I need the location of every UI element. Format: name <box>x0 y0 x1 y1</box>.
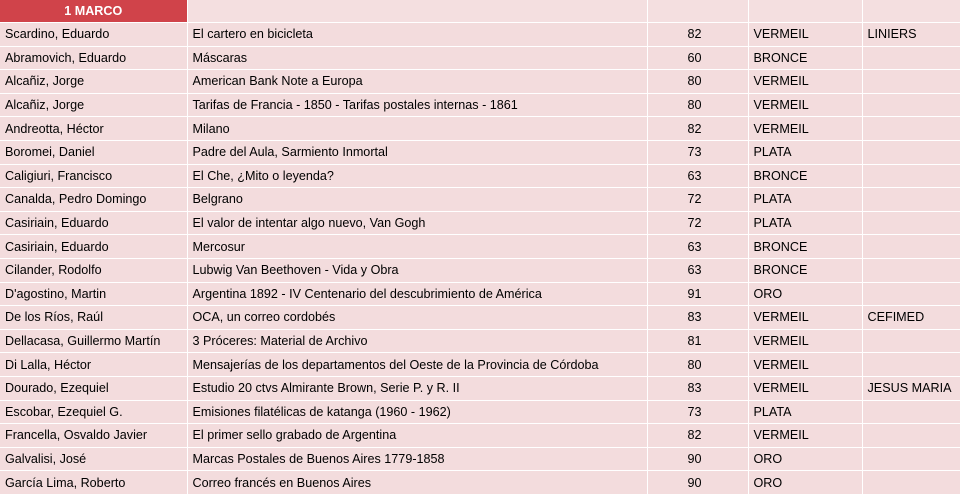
medal-cell[interactable]: BRONCE <box>748 235 862 259</box>
score-cell[interactable]: 82 <box>647 424 748 448</box>
medal-cell[interactable]: PLATA <box>748 211 862 235</box>
exhibit-title-cell[interactable]: El cartero en bicicleta <box>187 23 647 47</box>
note-cell[interactable] <box>862 117 960 141</box>
score-cell[interactable]: 90 <box>647 447 748 471</box>
note-cell[interactable] <box>862 329 960 353</box>
note-cell[interactable] <box>862 93 960 117</box>
note-cell[interactable] <box>862 471 960 495</box>
note-cell[interactable] <box>862 353 960 377</box>
score-cell[interactable]: 73 <box>647 140 748 164</box>
exhibitor-name-cell[interactable]: Scardino, Eduardo <box>0 23 187 47</box>
medal-cell[interactable]: VERMEIL <box>748 70 862 94</box>
exhibit-title-cell[interactable]: Emisiones filatélicas de katanga (1960 - 1962) <box>187 400 647 424</box>
exhibitor-name-cell[interactable]: Alcañiz, Jorge <box>0 70 187 94</box>
table-row <box>0 329 960 353</box>
table-row <box>0 376 960 400</box>
score-cell[interactable]: 82 <box>647 23 748 47</box>
exhibitor-name-cell[interactable]: Caligiuri, Francisco <box>0 164 187 188</box>
table-row <box>0 306 960 330</box>
score-cell[interactable]: 91 <box>647 282 748 306</box>
medal-cell[interactable]: VERMEIL <box>748 93 862 117</box>
score-cell[interactable]: 80 <box>647 70 748 94</box>
score-cell[interactable]: 63 <box>647 164 748 188</box>
header-row <box>0 0 960 23</box>
exhibitor-name-cell[interactable]: Francella, Osvaldo Javier <box>0 424 187 448</box>
score-cell[interactable]: 72 <box>647 188 748 212</box>
exhibit-title-cell[interactable]: Tarifas de Francia - 1850 - Tarifas postales internas - 1861 <box>187 93 647 117</box>
score-cell[interactable]: 82 <box>647 117 748 141</box>
exhibitor-name-cell[interactable]: García Lima, Roberto <box>0 471 187 495</box>
exhibitor-name-cell[interactable]: Alcañiz, Jorge <box>0 93 187 117</box>
header-cell[interactable] <box>748 0 862 23</box>
table-row <box>0 23 960 47</box>
exhibit-title-cell[interactable]: Belgrano <box>187 188 647 212</box>
exhibit-title-cell[interactable]: Lubwig Van Beethoven - Vida y Obra <box>187 258 647 282</box>
table-row <box>0 164 960 188</box>
exhibitor-name-cell[interactable]: Cilander, Rodolfo <box>0 258 187 282</box>
note-cell[interactable] <box>862 164 960 188</box>
exhibit-title-cell[interactable]: El valor de intentar algo nuevo, Van Gogh <box>187 211 647 235</box>
score-cell[interactable]: 90 <box>647 471 748 495</box>
table-row <box>0 70 960 94</box>
score-cell[interactable]: 72 <box>647 211 748 235</box>
medal-cell[interactable]: ORO <box>748 471 862 495</box>
score-cell[interactable]: 63 <box>647 258 748 282</box>
exhibitor-name-cell[interactable]: Abramovich, Eduardo <box>0 46 187 70</box>
exhibit-title-cell[interactable]: Marcas Postales de Buenos Aires 1779-1858 <box>187 447 647 471</box>
exhibit-title-cell[interactable]: Mensajerías de los departamentos del Oeste de la Provincia de Córdoba <box>187 353 647 377</box>
medal-cell[interactable]: ORO <box>748 447 862 471</box>
section-title[interactable]: 1 MARCO <box>0 0 187 23</box>
exhibitor-name-cell[interactable]: Galvalisi, José <box>0 447 187 471</box>
exhibitor-name-cell[interactable]: Boromei, Daniel <box>0 140 187 164</box>
exhibit-title-cell[interactable]: Estudio 20 ctvs Almirante Brown, Serie P. y R. II <box>187 376 647 400</box>
medal-cell[interactable]: BRONCE <box>748 46 862 70</box>
exhibitor-name-cell[interactable]: Dellacasa, Guillermo Martín <box>0 329 187 353</box>
note-cell[interactable] <box>862 282 960 306</box>
table-row <box>0 258 960 282</box>
note-cell[interactable] <box>862 46 960 70</box>
medal-cell[interactable]: VERMEIL <box>748 376 862 400</box>
exhibit-title-cell[interactable]: 3 Próceres: Material de Archivo <box>187 329 647 353</box>
table-row <box>0 400 960 424</box>
exhibitor-name-cell[interactable]: D'agostino, Martin <box>0 282 187 306</box>
note-cell[interactable] <box>862 140 960 164</box>
medal-cell[interactable]: PLATA <box>748 188 862 212</box>
exhibitor-name-cell[interactable]: Casiriain, Eduardo <box>0 235 187 259</box>
note-cell[interactable] <box>862 70 960 94</box>
table-row <box>0 235 960 259</box>
exhibitor-name-cell[interactable]: De los Ríos, Raúl <box>0 306 187 330</box>
table-row <box>0 424 960 448</box>
score-cell[interactable]: 80 <box>647 93 748 117</box>
exhibitor-name-cell[interactable]: Casiriain, Eduardo <box>0 211 187 235</box>
note-cell[interactable] <box>862 235 960 259</box>
table-row <box>0 282 960 306</box>
header-cell[interactable] <box>187 0 647 23</box>
score-cell[interactable]: 81 <box>647 329 748 353</box>
exhibit-title-cell[interactable]: El Che, ¿Mito o leyenda? <box>187 164 647 188</box>
medal-cell[interactable]: VERMEIL <box>748 329 862 353</box>
exhibitor-name-cell[interactable]: Escobar, Ezequiel G. <box>0 400 187 424</box>
table-row <box>0 117 960 141</box>
exhibitor-name-cell[interactable]: Dourado, Ezequiel <box>0 376 187 400</box>
score-cell[interactable]: 60 <box>647 46 748 70</box>
score-cell[interactable]: 73 <box>647 400 748 424</box>
medal-cell[interactable]: VERMEIL <box>748 23 862 47</box>
table-row <box>0 188 960 212</box>
medal-cell[interactable]: ORO <box>748 282 862 306</box>
medal-cell[interactable]: VERMEIL <box>748 424 862 448</box>
exhibit-title-cell[interactable]: American Bank Note a Europa <box>187 70 647 94</box>
header-cell[interactable] <box>647 0 748 23</box>
note-cell[interactable]: JESUS MARIA <box>862 376 960 400</box>
exhibit-title-cell[interactable]: Milano <box>187 117 647 141</box>
exhibitor-name-cell[interactable]: Canalda, Pedro Domingo <box>0 188 187 212</box>
note-cell[interactable] <box>862 447 960 471</box>
exhibit-title-cell[interactable]: Máscaras <box>187 46 647 70</box>
medal-cell[interactable]: PLATA <box>748 400 862 424</box>
note-cell[interactable]: LINIERS <box>862 23 960 47</box>
score-cell[interactable]: 63 <box>647 235 748 259</box>
exhibitor-name-cell[interactable]: Andreotta, Héctor <box>0 117 187 141</box>
score-cell[interactable]: 83 <box>647 376 748 400</box>
table-row <box>0 93 960 117</box>
table-row <box>0 140 960 164</box>
exhibit-title-cell[interactable]: El primer sello grabado de Argentina <box>187 424 647 448</box>
exhibit-title-cell[interactable]: Correo francés en Buenos Aires <box>187 471 647 495</box>
note-cell[interactable] <box>862 211 960 235</box>
note-cell[interactable] <box>862 188 960 212</box>
medal-cell[interactable]: BRONCE <box>748 164 862 188</box>
note-cell[interactable] <box>862 424 960 448</box>
table-row <box>0 211 960 235</box>
exhibitor-name-cell[interactable]: Di Lalla, Héctor <box>0 353 187 377</box>
medal-cell[interactable]: VERMEIL <box>748 353 862 377</box>
header-cell[interactable] <box>862 0 960 23</box>
medal-cell[interactable]: VERMEIL <box>748 117 862 141</box>
medal-cell[interactable]: BRONCE <box>748 258 862 282</box>
table-row <box>0 447 960 471</box>
table-row <box>0 353 960 377</box>
table-row <box>0 46 960 70</box>
medal-cell[interactable]: PLATA <box>748 140 862 164</box>
score-cell[interactable]: 83 <box>647 306 748 330</box>
score-cell[interactable]: 80 <box>647 353 748 377</box>
note-cell[interactable] <box>862 258 960 282</box>
exhibit-title-cell[interactable]: Padre del Aula, Sarmiento Inmortal <box>187 140 647 164</box>
exhibit-title-cell[interactable]: OCA, un correo cordobés <box>187 306 647 330</box>
note-cell[interactable] <box>862 400 960 424</box>
note-cell[interactable]: CEFIMED <box>862 306 960 330</box>
medal-cell[interactable]: VERMEIL <box>748 306 862 330</box>
table-row <box>0 471 960 495</box>
exhibit-title-cell[interactable]: Mercosur <box>187 235 647 259</box>
exhibit-title-cell[interactable]: Argentina 1892 - IV Centenario del descubrimiento de América <box>187 282 647 306</box>
